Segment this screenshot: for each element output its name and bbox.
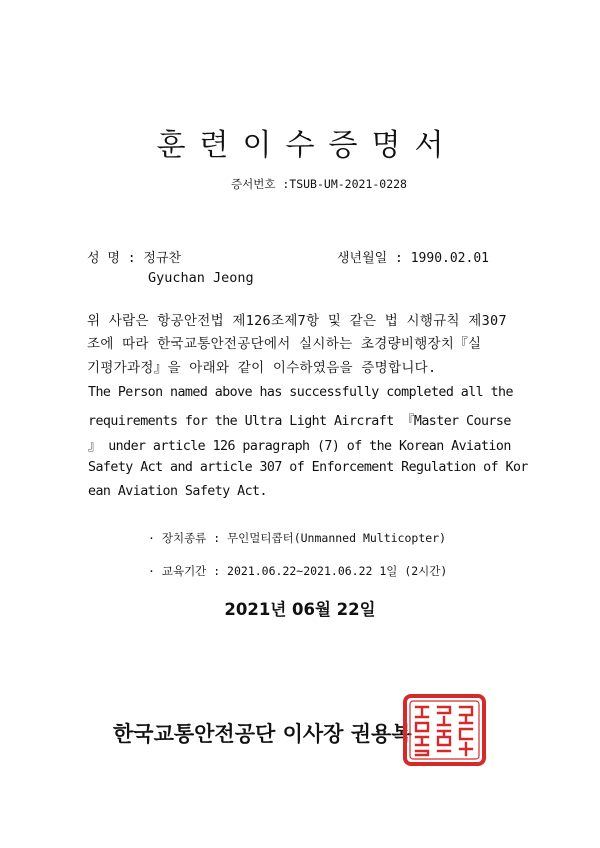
body-english-line: The Person named above has successfully completed all the bbox=[88, 385, 513, 400]
name-field: 성 명 : 정규찬 bbox=[87, 251, 182, 266]
body-english-line: ean Aviation Safety Act. bbox=[88, 484, 267, 499]
device-type: · 장치종류 : 무인멀티콥터(Unmanned Multicopter) bbox=[148, 531, 447, 545]
body-english-line: 』 under article 126 paragraph (7) of the Korean Aviation bbox=[88, 439, 511, 454]
issue-date: 2021년 06월 22일 bbox=[224, 600, 376, 619]
certificate-number: 증서번호 :TSUB-UM-2021-0228 bbox=[231, 177, 407, 191]
body-korean-line: 위 사람은 항공안전법 제126조제7항 및 같은 법 시행규칙 제307 bbox=[87, 313, 507, 329]
body-korean-line: 기평가과정』을 아래와 같이 이수하였음을 증명합니다. bbox=[87, 360, 437, 376]
birthdate-field: 생년월일 : 1990.02.01 bbox=[337, 251, 489, 266]
name-english: Gyuchan Jeong bbox=[148, 270, 254, 286]
body-korean-line: 조에 따라 한국교통안전공단에서 실시하는 초경량비행장치『실 bbox=[87, 336, 482, 352]
training-period: · 교육기간 : 2021.06.22~2021.06.22 1일 (2시간) bbox=[148, 564, 448, 578]
certificate-title: 훈련이수증명서 bbox=[156, 128, 458, 163]
official-seal bbox=[402, 693, 487, 767]
body-english-line: Safety Act and article 307 of Enforcement Regulation of Kor bbox=[88, 460, 528, 475]
body-english-line: requirements for the Ultra Light Aircraft 『Master Course bbox=[88, 414, 511, 429]
issuer-name: 한국교통안전공단 이사장 권용복 bbox=[113, 721, 412, 746]
